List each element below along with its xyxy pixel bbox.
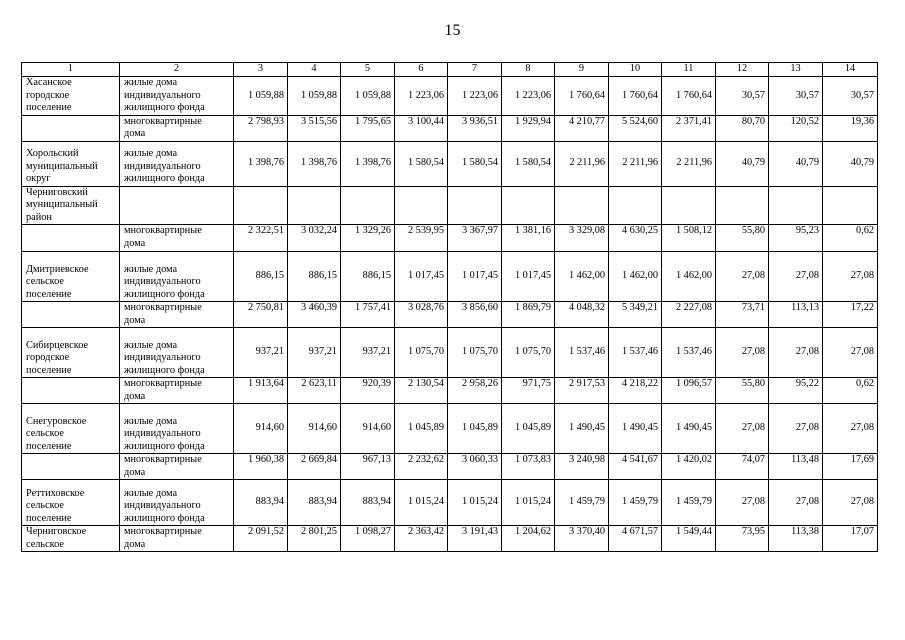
column-header: 10 (609, 63, 662, 77)
municipality-cell (22, 480, 120, 526)
value-cell: 1 757,41 (341, 302, 395, 328)
housing-type-cell (120, 328, 234, 378)
value-cell: 3 032,24 (288, 225, 341, 252)
housing-type-line: жилые дома (124, 148, 178, 159)
value-cell: 27,08 (716, 480, 769, 526)
value-cell: 883,94 (341, 480, 395, 526)
housing-type-line: жилищного фонда (124, 364, 205, 376)
municipality-cell (22, 252, 120, 302)
value-cell: 886,15 (341, 252, 395, 302)
value-cell: 2 669,84 (288, 454, 341, 480)
value-cell: 1 760,64 (662, 77, 716, 116)
value-cell (288, 186, 341, 225)
housing-type-line: дома (124, 538, 146, 550)
value-cell: 0,62 (823, 378, 878, 404)
value-cell: 40,79 (716, 141, 769, 186)
municipality-cell (22, 115, 120, 141)
housing-type-line: многоквартирные (124, 302, 202, 313)
housing-type-line: жилые дома (124, 339, 178, 351)
value-cell: 113,13 (769, 302, 823, 328)
value-cell: 2 371,41 (662, 115, 716, 141)
column-header: 5 (341, 63, 395, 77)
value-cell (448, 186, 502, 225)
column-header: 11 (662, 63, 716, 77)
value-cell: 73,95 (716, 526, 769, 552)
municipality-name-line: Снегуровское (26, 415, 87, 427)
housing-type-cell (120, 186, 234, 225)
table-row (22, 77, 878, 116)
value-cell: 95,23 (769, 225, 823, 252)
municipality-name-line: городское (26, 89, 70, 101)
value-cell (234, 186, 288, 225)
value-cell: 1 398,76 (234, 141, 288, 186)
value-cell: 1 462,00 (609, 252, 662, 302)
municipality-name-line: городское (26, 352, 70, 363)
value-cell: 1 580,54 (448, 141, 502, 186)
housing-type-line: многоквартирные (124, 454, 202, 465)
municipality-cell (22, 77, 120, 116)
municipality-cell (22, 454, 120, 480)
value-cell: 1 223,06 (502, 77, 555, 116)
value-cell: 1 045,89 (448, 404, 502, 454)
value-cell: 1 398,76 (341, 141, 395, 186)
value-cell: 30,57 (716, 77, 769, 116)
municipality-cell (22, 404, 120, 454)
value-cell: 113,48 (769, 454, 823, 480)
value-cell: 3 367,97 (448, 225, 502, 252)
housing-type-line: дома (124, 237, 146, 249)
value-cell: 1 017,45 (395, 252, 448, 302)
municipality-name-line: сельское (26, 500, 64, 511)
housing-type-line: индивидуального (124, 500, 201, 511)
value-cell: 937,21 (341, 328, 395, 378)
value-cell: 967,13 (341, 454, 395, 480)
value-cell: 27,08 (769, 480, 823, 526)
value-cell (662, 186, 716, 225)
value-cell: 1 420,02 (662, 454, 716, 480)
value-cell: 27,08 (823, 252, 878, 302)
value-cell: 886,15 (288, 252, 341, 302)
value-cell: 1 096,57 (662, 378, 716, 404)
value-cell: 74,07 (716, 454, 769, 480)
value-cell (823, 186, 878, 225)
table-row (22, 225, 878, 252)
municipality-cell (22, 141, 120, 186)
municipality-name-line: сельское (26, 538, 64, 550)
column-header: 14 (823, 63, 878, 77)
housing-type-line: дома (124, 466, 146, 478)
value-cell: 4 210,77 (555, 115, 609, 141)
value-cell: 1 462,00 (555, 252, 609, 302)
value-cell: 3 856,60 (448, 302, 502, 328)
value-cell: 1 580,54 (502, 141, 555, 186)
value-cell: 30,57 (769, 77, 823, 116)
value-cell: 1 459,79 (555, 480, 609, 526)
value-cell: 1 059,88 (288, 77, 341, 116)
value-cell: 1 015,24 (502, 480, 555, 526)
housing-type-line: дома (124, 128, 146, 139)
value-cell: 27,08 (716, 328, 769, 378)
value-cell: 1 549,44 (662, 526, 716, 552)
value-cell: 2 363,42 (395, 526, 448, 552)
municipality-name-line: поселение (26, 288, 72, 300)
value-cell (555, 186, 609, 225)
housing-type-cell (120, 480, 234, 526)
municipality-name-line: Хорольский (26, 148, 79, 159)
value-cell: 4 541,67 (609, 454, 662, 480)
value-cell: 1 537,46 (555, 328, 609, 378)
housing-type-cell (120, 77, 234, 116)
value-cell: 55,80 (716, 378, 769, 404)
housing-type-line: дома (124, 314, 146, 326)
value-cell: 27,08 (769, 252, 823, 302)
value-cell: 3 028,76 (395, 302, 448, 328)
value-cell (609, 186, 662, 225)
value-cell: 914,60 (341, 404, 395, 454)
value-cell: 1 223,06 (395, 77, 448, 116)
housing-type-line: жилищного фонда (124, 440, 205, 452)
value-cell: 2 232,62 (395, 454, 448, 480)
value-cell: 1 059,88 (341, 77, 395, 116)
value-cell: 1 913,64 (234, 378, 288, 404)
tariff-table (21, 62, 878, 552)
municipality-cell (22, 302, 120, 328)
value-cell: 971,75 (502, 378, 555, 404)
value-cell: 1 204,62 (502, 526, 555, 552)
municipality-cell (22, 526, 120, 552)
value-cell: 17,69 (823, 454, 878, 480)
value-cell: 27,08 (716, 252, 769, 302)
housing-type-line: жилые дома (124, 415, 178, 427)
municipality-name-line: сельское (26, 276, 64, 287)
value-cell: 80,70 (716, 115, 769, 141)
table-row (22, 252, 878, 302)
value-cell: 883,94 (288, 480, 341, 526)
value-cell: 3 240,98 (555, 454, 609, 480)
table-row (22, 480, 878, 526)
value-cell: 5 349,21 (609, 302, 662, 328)
municipality-name-line: Черниговский (26, 186, 88, 198)
value-cell: 1 223,06 (448, 77, 502, 116)
value-cell: 1 045,89 (395, 404, 448, 454)
table-row (22, 115, 878, 141)
value-cell: 27,08 (823, 404, 878, 454)
table-row (22, 302, 878, 328)
municipality-name-line: муниципальный (26, 199, 98, 210)
value-cell: 2 211,96 (609, 141, 662, 186)
column-header: 2 (120, 63, 234, 77)
municipality-name-line: Хасанское (26, 77, 72, 88)
housing-type-line: дома (124, 390, 146, 402)
municipality-name-line: Дмитриевское (26, 263, 89, 275)
municipality-name-line: сельское (26, 428, 64, 439)
value-cell: 40,79 (823, 141, 878, 186)
column-header: 12 (716, 63, 769, 77)
value-cell: 1 760,64 (609, 77, 662, 116)
housing-type-line: индивидуального (124, 160, 201, 172)
value-cell: 2 322,51 (234, 225, 288, 252)
value-cell: 3 191,43 (448, 526, 502, 552)
value-cell (502, 186, 555, 225)
housing-type-line: многоквартирные (124, 115, 202, 127)
value-cell: 1 398,76 (288, 141, 341, 186)
housing-type-cell (120, 454, 234, 480)
value-cell: 1 059,88 (234, 77, 288, 116)
municipality-cell (22, 378, 120, 404)
municipality-name-line: поселение (26, 512, 72, 524)
value-cell: 1 459,79 (609, 480, 662, 526)
housing-type-line: индивидуального (124, 276, 201, 287)
value-cell: 4 671,57 (609, 526, 662, 552)
value-cell: 1 537,46 (609, 328, 662, 378)
value-cell: 1 929,94 (502, 115, 555, 141)
municipality-name-line: Черниговское (26, 526, 87, 537)
value-cell (716, 186, 769, 225)
value-cell: 95,22 (769, 378, 823, 404)
municipality-name-line: поселение (26, 364, 72, 376)
housing-type-line: жилищного фонда (124, 288, 205, 300)
value-cell: 2 798,93 (234, 115, 288, 141)
value-cell (341, 186, 395, 225)
value-cell: 17,22 (823, 302, 878, 328)
value-cell: 1 869,79 (502, 302, 555, 328)
value-cell: 1 075,70 (395, 328, 448, 378)
value-cell: 1 459,79 (662, 480, 716, 526)
value-cell: 120,52 (769, 115, 823, 141)
municipality-cell (22, 186, 120, 225)
value-cell: 2 958,26 (448, 378, 502, 404)
value-cell: 2 750,81 (234, 302, 288, 328)
housing-type-line: жилищного фонда (124, 102, 205, 113)
housing-type-line: индивидуального (124, 89, 201, 101)
municipality-cell (22, 225, 120, 252)
column-header: 4 (288, 63, 341, 77)
value-cell: 3 329,08 (555, 225, 609, 252)
column-header: 6 (395, 63, 448, 77)
value-cell: 55,80 (716, 225, 769, 252)
value-cell: 914,60 (234, 404, 288, 454)
value-cell: 2 211,96 (662, 141, 716, 186)
municipality-name-line: поселение (26, 102, 72, 113)
value-cell: 1 462,00 (662, 252, 716, 302)
housing-type-line: индивидуального (124, 428, 201, 439)
municipality-name-line: район (26, 211, 52, 223)
housing-type-cell (120, 404, 234, 454)
value-cell: 113,38 (769, 526, 823, 552)
housing-type-cell (120, 115, 234, 141)
value-cell: 0,62 (823, 225, 878, 252)
value-cell: 937,21 (234, 328, 288, 378)
municipality-name-line: Реттиховское (26, 487, 85, 499)
municipality-name-line: Сибирцевское (26, 339, 89, 351)
housing-type-line: многоквартирные (124, 225, 202, 236)
value-cell: 1 490,45 (555, 404, 609, 454)
table-row (22, 328, 878, 378)
value-cell: 4 048,32 (555, 302, 609, 328)
housing-type-line: жилищного фонда (124, 512, 205, 524)
value-cell: 3 100,44 (395, 115, 448, 141)
housing-type-line: жилищного фонда (124, 173, 205, 184)
housing-type-cell (120, 141, 234, 186)
value-cell: 3 936,51 (448, 115, 502, 141)
value-cell: 1 017,45 (502, 252, 555, 302)
value-cell: 2 539,95 (395, 225, 448, 252)
table-row (22, 186, 878, 225)
value-cell (395, 186, 448, 225)
header-row (22, 63, 878, 77)
housing-type-cell (120, 526, 234, 552)
table-row (22, 526, 878, 552)
value-cell: 27,08 (823, 480, 878, 526)
value-cell: 1 098,27 (341, 526, 395, 552)
value-cell: 27,08 (823, 328, 878, 378)
value-cell: 1 381,16 (502, 225, 555, 252)
value-cell: 27,08 (716, 404, 769, 454)
value-cell: 2 623,11 (288, 378, 341, 404)
housing-type-cell (120, 225, 234, 252)
value-cell: 1 017,45 (448, 252, 502, 302)
value-cell: 27,08 (769, 404, 823, 454)
value-cell: 1 075,70 (502, 328, 555, 378)
value-cell: 920,39 (341, 378, 395, 404)
table-row (22, 454, 878, 480)
value-cell: 1 580,54 (395, 141, 448, 186)
value-cell: 2 917,53 (555, 378, 609, 404)
value-cell: 1 045,89 (502, 404, 555, 454)
housing-type-line: жилые дома (124, 263, 178, 275)
value-cell: 886,15 (234, 252, 288, 302)
value-cell: 1 015,24 (448, 480, 502, 526)
housing-type-line: жилые дома (124, 487, 178, 499)
value-cell: 17,07 (823, 526, 878, 552)
value-cell: 1 960,38 (234, 454, 288, 480)
housing-type-cell (120, 302, 234, 328)
value-cell: 1 015,24 (395, 480, 448, 526)
table-row (22, 378, 878, 404)
value-cell: 1 537,46 (662, 328, 716, 378)
value-cell: 937,21 (288, 328, 341, 378)
value-cell: 1 490,45 (662, 404, 716, 454)
column-header: 13 (769, 63, 823, 77)
housing-type-cell (120, 378, 234, 404)
column-header: 9 (555, 63, 609, 77)
housing-type-line: жилые дома (124, 77, 178, 88)
housing-type-line: многоквартирные (124, 378, 202, 389)
column-header: 8 (502, 63, 555, 77)
value-cell: 1 795,65 (341, 115, 395, 141)
value-cell: 40,79 (769, 141, 823, 186)
municipality-name-line: округ (26, 173, 51, 184)
value-cell: 3 460,39 (288, 302, 341, 328)
value-cell: 2 227,08 (662, 302, 716, 328)
value-cell: 1 490,45 (609, 404, 662, 454)
value-cell: 2 130,54 (395, 378, 448, 404)
value-cell: 914,60 (288, 404, 341, 454)
value-cell: 3 060,33 (448, 454, 502, 480)
value-cell: 27,08 (769, 328, 823, 378)
table-row (22, 141, 878, 186)
column-header: 3 (234, 63, 288, 77)
municipality-name-line: поселение (26, 440, 72, 452)
value-cell: 1 329,26 (341, 225, 395, 252)
value-cell: 4 218,22 (609, 378, 662, 404)
value-cell: 883,94 (234, 480, 288, 526)
value-cell: 1 508,12 (662, 225, 716, 252)
table-row (22, 404, 878, 454)
municipality-cell (22, 328, 120, 378)
value-cell: 1 073,83 (502, 454, 555, 480)
value-cell: 2 091,52 (234, 526, 288, 552)
value-cell: 19,36 (823, 115, 878, 141)
housing-type-cell (120, 252, 234, 302)
value-cell: 30,57 (823, 77, 878, 116)
value-cell: 73,71 (716, 302, 769, 328)
value-cell: 2 211,96 (555, 141, 609, 186)
value-cell: 2 801,25 (288, 526, 341, 552)
housing-type-line: многоквартирные (124, 526, 202, 537)
value-cell: 1 075,70 (448, 328, 502, 378)
column-header: 1 (22, 63, 120, 77)
value-cell: 3 370,40 (555, 526, 609, 552)
value-cell (769, 186, 823, 225)
value-cell: 4 630,25 (609, 225, 662, 252)
column-header: 7 (448, 63, 502, 77)
page-number: 15 (444, 22, 461, 39)
value-cell: 3 515,56 (288, 115, 341, 141)
value-cell: 5 524,60 (609, 115, 662, 141)
housing-type-line: индивидуального (124, 352, 201, 363)
value-cell: 1 760,64 (555, 77, 609, 116)
municipality-name-line: муниципальный (26, 160, 98, 172)
